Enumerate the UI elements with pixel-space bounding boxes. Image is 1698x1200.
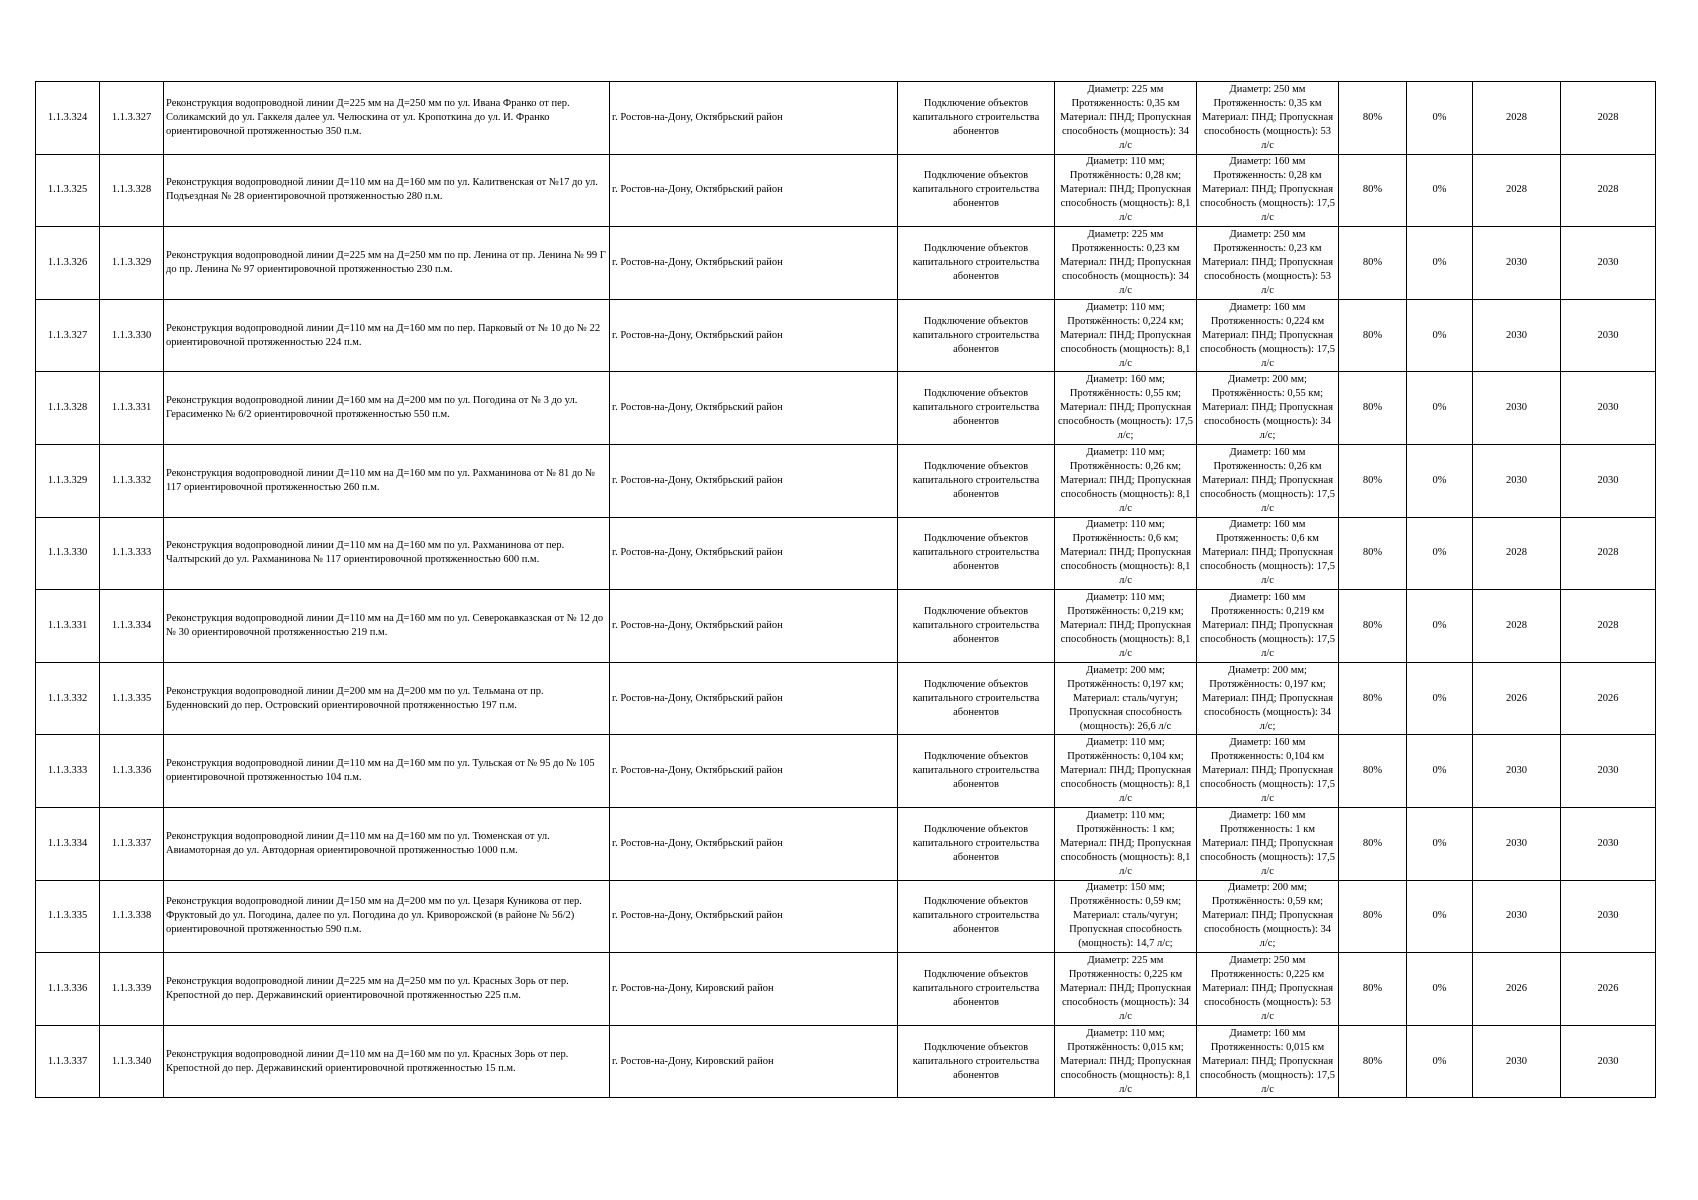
project-name-cell: Реконструкция водопроводной линии Д=110 мм на Д=160 мм по ул. Рахманинова от № 81 до № 117 ориентировочной протяженностью 260 п.м. [164,444,610,517]
project-code-cell: 1.1.3.337 [100,807,164,880]
year-end-cell: 2028 [1561,82,1656,155]
year-start-cell: 2028 [1473,517,1561,590]
purpose-cell: Подключение объектов капитального строительства абонентов [898,880,1055,953]
parameters-after-cell: Диаметр: 200 мм; Протяжённость: 0,59 км; Материал: ПНД; Пропускная способность (мощность): 34 л/с; [1197,880,1339,953]
wear-before-cell: 80% [1339,517,1407,590]
table-row [36,735,1656,808]
purpose-cell: Подключение объектов капитального строительства абонентов [898,227,1055,300]
row-number-cell: 1.1.3.328 [36,372,100,445]
location-cell: г. Ростов-на-Дону, Октябрьский район [610,662,898,735]
row-number-cell: 1.1.3.327 [36,299,100,372]
row-number-cell: 1.1.3.335 [36,880,100,953]
location-cell: г. Ростов-на-Дону, Октябрьский район [610,517,898,590]
parameters-after-cell: Диаметр: 160 мм Протяженность: 0,224 км Материал: ПНД; Пропускная способность (мощность): 17,5 л/с [1197,299,1339,372]
wear-after-cell: 0% [1407,82,1473,155]
parameters-after-cell: Диаметр: 250 мм Протяженность: 0,225 км Материал: ПНД; Пропускная способность (мощность): 53 л/с [1197,953,1339,1026]
location-cell: г. Ростов-на-Дону, Октябрьский район [610,82,898,155]
location-cell: г. Ростов-на-Дону, Октябрьский район [610,590,898,663]
row-number-cell: 1.1.3.324 [36,82,100,155]
parameters-after-cell: Диаметр: 160 мм Протяженность: 1 км Материал: ПНД; Пропускная способность (мощность): 17,5 л/с [1197,807,1339,880]
parameters-before-cell: Диаметр: 110 мм; Протяжённость: 0,015 км; Материал: ПНД; Пропускная способность (мощность): 8,1 л/с [1055,1025,1197,1098]
wear-after-cell: 0% [1407,807,1473,880]
row-number-cell: 1.1.3.326 [36,227,100,300]
project-name-cell: Реконструкция водопроводной линии Д=225 мм на Д=250 мм по ул. Красных Зорь от пер. Крепостной до пер. Державинский ориентировочной протяженностью 225 п.м. [164,953,610,1026]
project-code-cell: 1.1.3.327 [100,82,164,155]
wear-before-cell: 80% [1339,880,1407,953]
year-end-cell: 2030 [1561,299,1656,372]
parameters-after-cell: Диаметр: 160 мм Протяженность: 0,6 км Материал: ПНД; Пропускная способность (мощность): 17,5 л/с [1197,517,1339,590]
wear-before-cell: 80% [1339,444,1407,517]
wear-before-cell: 80% [1339,662,1407,735]
project-name-cell: Реконструкция водопроводной линии Д=110 мм на Д=160 мм по пер. Парковый от № 10 до № 22 ориентировочной протяженностью 224 п.м. [164,299,610,372]
project-code-cell: 1.1.3.330 [100,299,164,372]
parameters-after-cell: Диаметр: 200 мм; Протяжённость: 0,197 км; Материал: ПНД; Пропускная способность (мощность): 34 л/с; [1197,662,1339,735]
project-code-cell: 1.1.3.331 [100,372,164,445]
wear-after-cell: 0% [1407,662,1473,735]
year-end-cell: 2028 [1561,590,1656,663]
project-code-cell: 1.1.3.340 [100,1025,164,1098]
purpose-cell: Подключение объектов капитального строительства абонентов [898,372,1055,445]
year-start-cell: 2030 [1473,807,1561,880]
year-end-cell: 2030 [1561,372,1656,445]
year-start-cell: 2030 [1473,372,1561,445]
project-code-cell: 1.1.3.333 [100,517,164,590]
investment-program-table [35,81,1656,1098]
location-cell: г. Ростов-на-Дону, Кировский район [610,953,898,1026]
parameters-before-cell: Диаметр: 225 мм Протяженность: 0,23 км Материал: ПНД; Пропускная способность (мощность): 34 л/с [1055,227,1197,300]
row-number-cell: 1.1.3.336 [36,953,100,1026]
table-row [36,1025,1656,1098]
parameters-before-cell: Диаметр: 200 мм; Протяжённость: 0,197 км; Материал: сталь/чугун; Пропускная способность (мощность): 26,6 л/с [1055,662,1197,735]
wear-before-cell: 80% [1339,372,1407,445]
parameters-after-cell: Диаметр: 160 мм Протяженность: 0,015 км Материал: ПНД; Пропускная способность (мощность): 17,5 л/с [1197,1025,1339,1098]
wear-before-cell: 80% [1339,154,1407,227]
table-body [36,82,1656,1098]
wear-before-cell: 80% [1339,299,1407,372]
parameters-after-cell: Диаметр: 160 мм Протяженность: 0,28 км Материал: ПНД; Пропускная способность (мощность): 17,5 л/с [1197,154,1339,227]
wear-after-cell: 0% [1407,299,1473,372]
purpose-cell: Подключение объектов капитального строительства абонентов [898,1025,1055,1098]
wear-before-cell: 80% [1339,807,1407,880]
project-name-cell: Реконструкция водопроводной линии Д=110 мм на Д=160 мм по ул. Тульская от № 95 до № 105 ориентировочной протяженностью 104 п.м. [164,735,610,808]
year-start-cell: 2028 [1473,154,1561,227]
table-row [36,82,1656,155]
wear-after-cell: 0% [1407,1025,1473,1098]
table-row [36,299,1656,372]
purpose-cell: Подключение объектов капитального строительства абонентов [898,735,1055,808]
project-code-cell: 1.1.3.338 [100,880,164,953]
project-name-cell: Реконструкция водопроводной линии Д=225 мм на Д=250 мм по ул. Ивана Франко от пер. Соликамский до ул. Гаккеля далее ул. Челюскина от ул. Кропоткина до ул. И. Франко ориентировочной протяженностью 350 п.м. [164,82,610,155]
project-code-cell: 1.1.3.339 [100,953,164,1026]
parameters-before-cell: Диаметр: 110 мм; Протяжённость: 0,26 км; Материал: ПНД; Пропускная способность (мощность): 8,1 л/с [1055,444,1197,517]
wear-before-cell: 80% [1339,953,1407,1026]
row-number-cell: 1.1.3.329 [36,444,100,517]
purpose-cell: Подключение объектов капитального строительства абонентов [898,517,1055,590]
project-name-cell: Реконструкция водопроводной линии Д=160 мм на Д=200 мм по ул. Погодина от № 3 до ул. Герасименко № 6/2 ориентировочной протяженностью 550 п.м. [164,372,610,445]
year-start-cell: 2030 [1473,1025,1561,1098]
table-row [36,590,1656,663]
table-row [36,154,1656,227]
parameters-before-cell: Диаметр: 110 мм; Протяжённость: 0,6 км; Материал: ПНД; Пропускная способность (мощность): 8,1 л/с [1055,517,1197,590]
location-cell: г. Ростов-на-Дону, Октябрьский район [610,299,898,372]
wear-after-cell: 0% [1407,735,1473,808]
wear-after-cell: 0% [1407,880,1473,953]
wear-after-cell: 0% [1407,372,1473,445]
project-code-cell: 1.1.3.332 [100,444,164,517]
parameters-before-cell: Диаметр: 110 мм; Протяжённость: 0,28 км; Материал: ПНД; Пропускная способность (мощность): 8,1 л/с [1055,154,1197,227]
parameters-before-cell: Диаметр: 225 мм Протяженность: 0,225 км Материал: ПНД; Пропускная способность (мощность): 34 л/с [1055,953,1197,1026]
wear-after-cell: 0% [1407,517,1473,590]
wear-before-cell: 80% [1339,590,1407,663]
project-name-cell: Реконструкция водопроводной линии Д=110 мм на Д=160 мм по ул. Северокавказская от № 12 до № 30 ориентировочной протяженностью 219 п.м. [164,590,610,663]
parameters-before-cell: Диаметр: 110 мм; Протяжённость: 0,219 км; Материал: ПНД; Пропускная способность (мощность): 8,1 л/с [1055,590,1197,663]
project-code-cell: 1.1.3.334 [100,590,164,663]
wear-before-cell: 80% [1339,82,1407,155]
row-number-cell: 1.1.3.334 [36,807,100,880]
location-cell: г. Ростов-на-Дону, Октябрьский район [610,227,898,300]
wear-after-cell: 0% [1407,444,1473,517]
purpose-cell: Подключение объектов капитального строительства абонентов [898,154,1055,227]
location-cell: г. Ростов-на-Дону, Кировский район [610,1025,898,1098]
table-row [36,372,1656,445]
project-name-cell: Реконструкция водопроводной линии Д=200 мм на Д=200 мм по ул. Тельмана от пр. Буденновский до пер. Островский ориентировочной протяженностью 197 п.м. [164,662,610,735]
parameters-after-cell: Диаметр: 160 мм Протяженность: 0,219 км Материал: ПНД; Пропускная способность (мощность): 17,5 л/с [1197,590,1339,663]
year-start-cell: 2030 [1473,735,1561,808]
year-end-cell: 2026 [1561,662,1656,735]
wear-before-cell: 80% [1339,227,1407,300]
parameters-after-cell: Диаметр: 250 мм Протяженность: 0,23 км Материал: ПНД; Пропускная способность (мощность): 53 л/с [1197,227,1339,300]
location-cell: г. Ростов-на-Дону, Октябрьский район [610,372,898,445]
location-cell: г. Ростов-на-Дону, Октябрьский район [610,880,898,953]
parameters-after-cell: Диаметр: 250 мм Протяженность: 0,35 км Материал: ПНД; Пропускная способность (мощность): 53 л/с [1197,82,1339,155]
parameters-before-cell: Диаметр: 150 мм; Протяжённость: 0,59 км; Материал: сталь/чугун; Пропускная способность (мощность): 14,7 л/с; [1055,880,1197,953]
purpose-cell: Подключение объектов капитального строительства абонентов [898,444,1055,517]
project-name-cell: Реконструкция водопроводной линии Д=110 мм на Д=160 мм по ул. Красных Зорь от пер. Крепостной до пер. Державинский ориентировочной протяженностью 15 п.м. [164,1025,610,1098]
table-row [36,807,1656,880]
year-start-cell: 2030 [1473,444,1561,517]
year-end-cell: 2028 [1561,517,1656,590]
project-code-cell: 1.1.3.329 [100,227,164,300]
row-number-cell: 1.1.3.331 [36,590,100,663]
table-row [36,444,1656,517]
table-row [36,880,1656,953]
row-number-cell: 1.1.3.333 [36,735,100,808]
wear-after-cell: 0% [1407,154,1473,227]
year-end-cell: 2028 [1561,154,1656,227]
project-name-cell: Реконструкция водопроводной линии Д=225 мм на Д=250 мм по пр. Ленина от пр. Ленина № 99 Г до пр. Ленина № 97 ориентировочной протяженностью 230 п.м. [164,227,610,300]
year-end-cell: 2030 [1561,735,1656,808]
table-row [36,227,1656,300]
purpose-cell: Подключение объектов капитального строительства абонентов [898,82,1055,155]
year-end-cell: 2026 [1561,953,1656,1026]
year-start-cell: 2026 [1473,662,1561,735]
year-start-cell: 2028 [1473,82,1561,155]
location-cell: г. Ростов-на-Дону, Октябрьский район [610,807,898,880]
table-row [36,662,1656,735]
parameters-after-cell: Диаметр: 200 мм; Протяжённость: 0,55 км; Материал: ПНД; Пропускная способность (мощность): 34 л/с; [1197,372,1339,445]
project-name-cell: Реконструкция водопроводной линии Д=110 мм на Д=160 мм по ул. Калитвенская от №17 до ул. Подъездная № 28 ориентировочной протяженностью 280 п.м. [164,154,610,227]
wear-after-cell: 0% [1407,227,1473,300]
wear-after-cell: 0% [1407,590,1473,663]
project-name-cell: Реконструкция водопроводной линии Д=110 мм на Д=160 мм по ул. Рахманинова от пер. Чалтырский до ул. Рахманинова № 117 ориентировочной протяженностью 600 п.м. [164,517,610,590]
purpose-cell: Подключение объектов капитального строительства абонентов [898,590,1055,663]
parameters-before-cell: Диаметр: 160 мм; Протяжённость: 0,55 км; Материал: ПНД; Пропускная способность (мощность): 17,5 л/с; [1055,372,1197,445]
parameters-after-cell: Диаметр: 160 мм Протяженность: 0,104 км Материал: ПНД; Пропускная способность (мощность): 17,5 л/с [1197,735,1339,808]
purpose-cell: Подключение объектов капитального строительства абонентов [898,953,1055,1026]
table-row [36,953,1656,1026]
row-number-cell: 1.1.3.337 [36,1025,100,1098]
project-code-cell: 1.1.3.328 [100,154,164,227]
purpose-cell: Подключение объектов капитального строительства абонентов [898,299,1055,372]
row-number-cell: 1.1.3.330 [36,517,100,590]
year-end-cell: 2030 [1561,227,1656,300]
project-code-cell: 1.1.3.335 [100,662,164,735]
year-end-cell: 2030 [1561,1025,1656,1098]
row-number-cell: 1.1.3.332 [36,662,100,735]
year-start-cell: 2030 [1473,299,1561,372]
project-code-cell: 1.1.3.336 [100,735,164,808]
location-cell: г. Ростов-на-Дону, Октябрьский район [610,154,898,227]
row-number-cell: 1.1.3.325 [36,154,100,227]
year-end-cell: 2030 [1561,807,1656,880]
year-end-cell: 2030 [1561,444,1656,517]
location-cell: г. Ростов-на-Дону, Октябрьский район [610,735,898,808]
project-name-cell: Реконструкция водопроводной линии Д=110 мм на Д=160 мм по ул. Тюменская от ул. Авиамоторная до ул. Автодорная ориентировочной протяженностью 1000 п.м. [164,807,610,880]
project-name-cell: Реконструкция водопроводной линии Д=150 мм на Д=200 мм по ул. Цезаря Куникова от пер. Фруктовый до ул. Погодина, далее по ул. Погодина до ул. Криворожской (в районе № 56/2) ориентировочной протяженностью 590 п.м. [164,880,610,953]
parameters-after-cell: Диаметр: 160 мм Протяженность: 0,26 км Материал: ПНД; Пропускная способность (мощность): 17,5 л/с [1197,444,1339,517]
year-end-cell: 2030 [1561,880,1656,953]
year-start-cell: 2028 [1473,590,1561,663]
purpose-cell: Подключение объектов капитального строительства абонентов [898,662,1055,735]
parameters-before-cell: Диаметр: 225 мм Протяженность: 0,35 км Материал: ПНД; Пропускная способность (мощность): 34 л/с [1055,82,1197,155]
wear-before-cell: 80% [1339,1025,1407,1098]
parameters-before-cell: Диаметр: 110 мм; Протяжённость: 0,224 км; Материал: ПНД; Пропускная способность (мощность): 8,1 л/с [1055,299,1197,372]
table-row [36,517,1656,590]
year-start-cell: 2026 [1473,953,1561,1026]
parameters-before-cell: Диаметр: 110 мм; Протяжённость: 1 км; Материал: ПНД; Пропускная способность (мощность): 8,1 л/с [1055,807,1197,880]
purpose-cell: Подключение объектов капитального строительства абонентов [898,807,1055,880]
location-cell: г. Ростов-на-Дону, Октябрьский район [610,444,898,517]
year-start-cell: 2030 [1473,880,1561,953]
year-start-cell: 2030 [1473,227,1561,300]
parameters-before-cell: Диаметр: 110 мм; Протяжённость: 0,104 км; Материал: ПНД; Пропускная способность (мощность): 8,1 л/с [1055,735,1197,808]
wear-before-cell: 80% [1339,735,1407,808]
wear-after-cell: 0% [1407,953,1473,1026]
